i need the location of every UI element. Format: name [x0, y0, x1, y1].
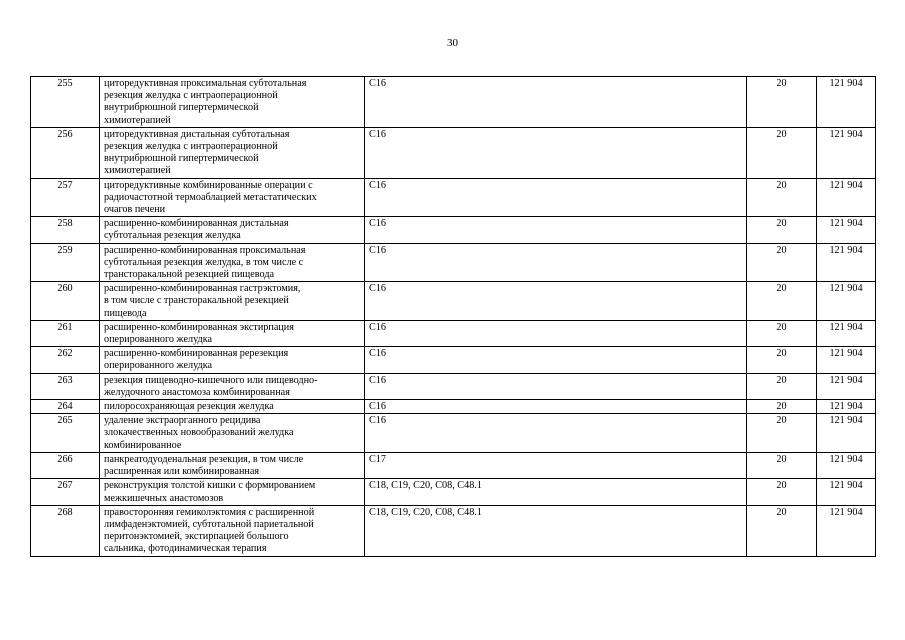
row-number-cell: 256 [31, 127, 100, 178]
procedure-name-cell [100, 347, 365, 373]
table-row [31, 320, 876, 346]
cost-cell: 121 904 [817, 243, 876, 282]
procedure-name-line: химиотерапией [104, 165, 171, 177]
diagnosis-codes-cell: C18, C19, C20, C08, C48.1 [365, 479, 747, 505]
procedure-name-cell [100, 127, 365, 178]
cost-cell: 121 904 [817, 452, 876, 478]
table-row [31, 127, 876, 178]
procedure-name-line: циторедуктивные комбинированные операции с [104, 179, 313, 191]
table-row [31, 400, 876, 414]
row-number-cell: 260 [31, 282, 100, 321]
row-number-cell: 257 [31, 178, 100, 217]
procedure-name-line: расширенно-комбинированная экстирпация [104, 321, 294, 333]
table-row [31, 217, 876, 243]
procedures-table-body [31, 77, 876, 557]
procedure-name-line: комбинированное [104, 439, 182, 451]
procedure-name-line: химиотерапией [104, 114, 171, 126]
diagnosis-codes-cell: C16 [365, 347, 747, 373]
procedure-name-line: пилоросохраняющая резекция желудка [104, 401, 274, 413]
procedure-name-line: расширенная или комбинированная [104, 466, 260, 478]
procedure-name-line: циторедуктивная дистальная субтотальная [104, 128, 290, 140]
procedure-name-cell [100, 479, 365, 505]
diagnosis-codes-cell: C16 [365, 320, 747, 346]
page-number: 30 [447, 37, 458, 49]
procedure-name-line: расширенно-комбинированная проксимальная [104, 244, 306, 256]
diagnosis-codes-cell: C16 [365, 77, 747, 128]
diagnosis-codes-cell: C16 [365, 217, 747, 243]
table-row [31, 373, 876, 399]
quantity-cell: 20 [747, 217, 817, 243]
table-row [31, 505, 876, 556]
diagnosis-codes-cell: C17 [365, 452, 747, 478]
procedure-name-cell [100, 505, 365, 556]
procedure-name-line: перитонэктомией, экстирпацией большого [104, 531, 289, 543]
procedure-name-line: сальника, фотодинамическая терапия [104, 543, 267, 555]
procedure-name-cell [100, 217, 365, 243]
procedure-name-line: резекция желудка с интраоперационной [104, 141, 278, 153]
procedure-name-line: внутрибрюшной гипертермической [104, 153, 259, 165]
table-row [31, 178, 876, 217]
procedure-name-line: очагов печени [104, 204, 166, 216]
diagnosis-codes-cell: C16 [365, 243, 747, 282]
quantity-cell: 20 [747, 127, 817, 178]
procedure-name-line: реконструкция толстой кишки с формированием [104, 480, 316, 492]
quantity-cell: 20 [747, 77, 817, 128]
row-number-cell: 264 [31, 400, 100, 414]
row-number-cell: 268 [31, 505, 100, 556]
procedure-name-line: трансторакальной резекцией пищевода [104, 269, 275, 281]
cost-cell: 121 904 [817, 127, 876, 178]
row-number-cell: 258 [31, 217, 100, 243]
procedure-name-cell [100, 77, 365, 128]
procedure-name-line: резекция пищеводно-кишечного или пищеводно- [104, 374, 318, 386]
table-row [31, 479, 876, 505]
procedure-name-line: в том числе с трансторакальной резекцией [104, 295, 289, 307]
procedure-name-line: межкишечных анастомозов [104, 492, 224, 504]
row-number-cell: 266 [31, 452, 100, 478]
procedure-name-line: лимфаденэктомией, субтотальной париетальной [104, 518, 314, 530]
table-row [31, 414, 876, 453]
procedure-name-cell [100, 400, 365, 414]
quantity-cell: 20 [747, 400, 817, 414]
table-row [31, 243, 876, 282]
quantity-cell: 20 [747, 347, 817, 373]
cost-cell: 121 904 [817, 505, 876, 556]
procedure-name-line: циторедуктивная проксимальная субтотальная [104, 78, 307, 89]
procedure-name-line: правосторонняя гемиколэктомия с расширенной [104, 506, 315, 518]
table-row [31, 452, 876, 478]
procedure-name-line: оперированного желудка [104, 360, 213, 372]
cost-cell: 121 904 [817, 347, 876, 373]
procedures-table [30, 76, 876, 557]
quantity-cell: 20 [747, 243, 817, 282]
procedure-name-cell [100, 373, 365, 399]
procedure-name-cell [100, 452, 365, 478]
row-number-cell: 265 [31, 414, 100, 453]
cost-cell: 121 904 [817, 320, 876, 346]
procedure-name-cell [100, 282, 365, 321]
diagnosis-codes-cell: C16 [365, 127, 747, 178]
cost-cell: 121 904 [817, 282, 876, 321]
diagnosis-codes-cell: C16 [365, 400, 747, 414]
table-row [31, 77, 876, 128]
row-number-cell: 267 [31, 479, 100, 505]
procedure-name-line: панкреатодуоденальная резекция, в том числе [104, 453, 304, 465]
row-number-cell: 261 [31, 320, 100, 346]
diagnosis-codes-cell: C16 [365, 178, 747, 217]
procedure-name-cell [100, 178, 365, 217]
cost-cell: 121 904 [817, 414, 876, 453]
quantity-cell: 20 [747, 479, 817, 505]
procedure-name-line: пищевода [104, 307, 147, 319]
procedure-name-line: расширенно-комбинированная ререзекция [104, 348, 289, 360]
procedure-name-line: резекция желудка с интраоперационной [104, 90, 278, 102]
procedure-name-line: расширенно-комбинированная гастрэктомия, [104, 283, 301, 295]
cost-cell: 121 904 [817, 400, 876, 414]
quantity-cell: 20 [747, 320, 817, 346]
quantity-cell: 20 [747, 452, 817, 478]
diagnosis-codes-cell: C16 [365, 373, 747, 399]
procedure-name-line: оперированного желудка [104, 334, 213, 346]
procedure-name-line: расширенно-комбинированная дистальная [104, 218, 289, 230]
procedure-name-cell [100, 414, 365, 453]
cost-cell: 121 904 [817, 479, 876, 505]
procedure-name-line: субтотальная резекция желудка [104, 230, 241, 242]
row-number-cell: 263 [31, 373, 100, 399]
quantity-cell: 20 [747, 414, 817, 453]
diagnosis-codes-cell: C16 [365, 414, 747, 453]
procedure-name-cell [100, 320, 365, 346]
procedure-name-cell [100, 243, 365, 282]
table-row [31, 347, 876, 373]
procedure-name-line: внутрибрюшной гипертермической [104, 102, 259, 114]
procedure-name-line: желудочного анастомоза комбинированная [104, 386, 290, 398]
quantity-cell: 20 [747, 282, 817, 321]
cost-cell: 121 904 [817, 178, 876, 217]
procedure-name-line: злокачественных новообразований желудка [104, 427, 294, 439]
row-number-cell: 259 [31, 243, 100, 282]
diagnosis-codes-cell: C18, C19, C20, C08, C48.1 [365, 505, 747, 556]
procedure-name-line: радиочастотной термоаблацией метастатических [104, 191, 317, 203]
procedure-name-line: удаление экстраорганного рецидива [104, 415, 261, 427]
cost-cell: 121 904 [817, 217, 876, 243]
quantity-cell: 20 [747, 373, 817, 399]
cost-cell: 121 904 [817, 77, 876, 128]
table-row [31, 282, 876, 321]
quantity-cell: 20 [747, 505, 817, 556]
row-number-cell: 255 [31, 77, 100, 128]
diagnosis-codes-cell: C16 [365, 282, 747, 321]
row-number-cell: 262 [31, 347, 100, 373]
quantity-cell: 20 [747, 178, 817, 217]
cost-cell: 121 904 [817, 373, 876, 399]
procedure-name-line: субтотальная резекция желудка, в том числе с [104, 256, 304, 268]
